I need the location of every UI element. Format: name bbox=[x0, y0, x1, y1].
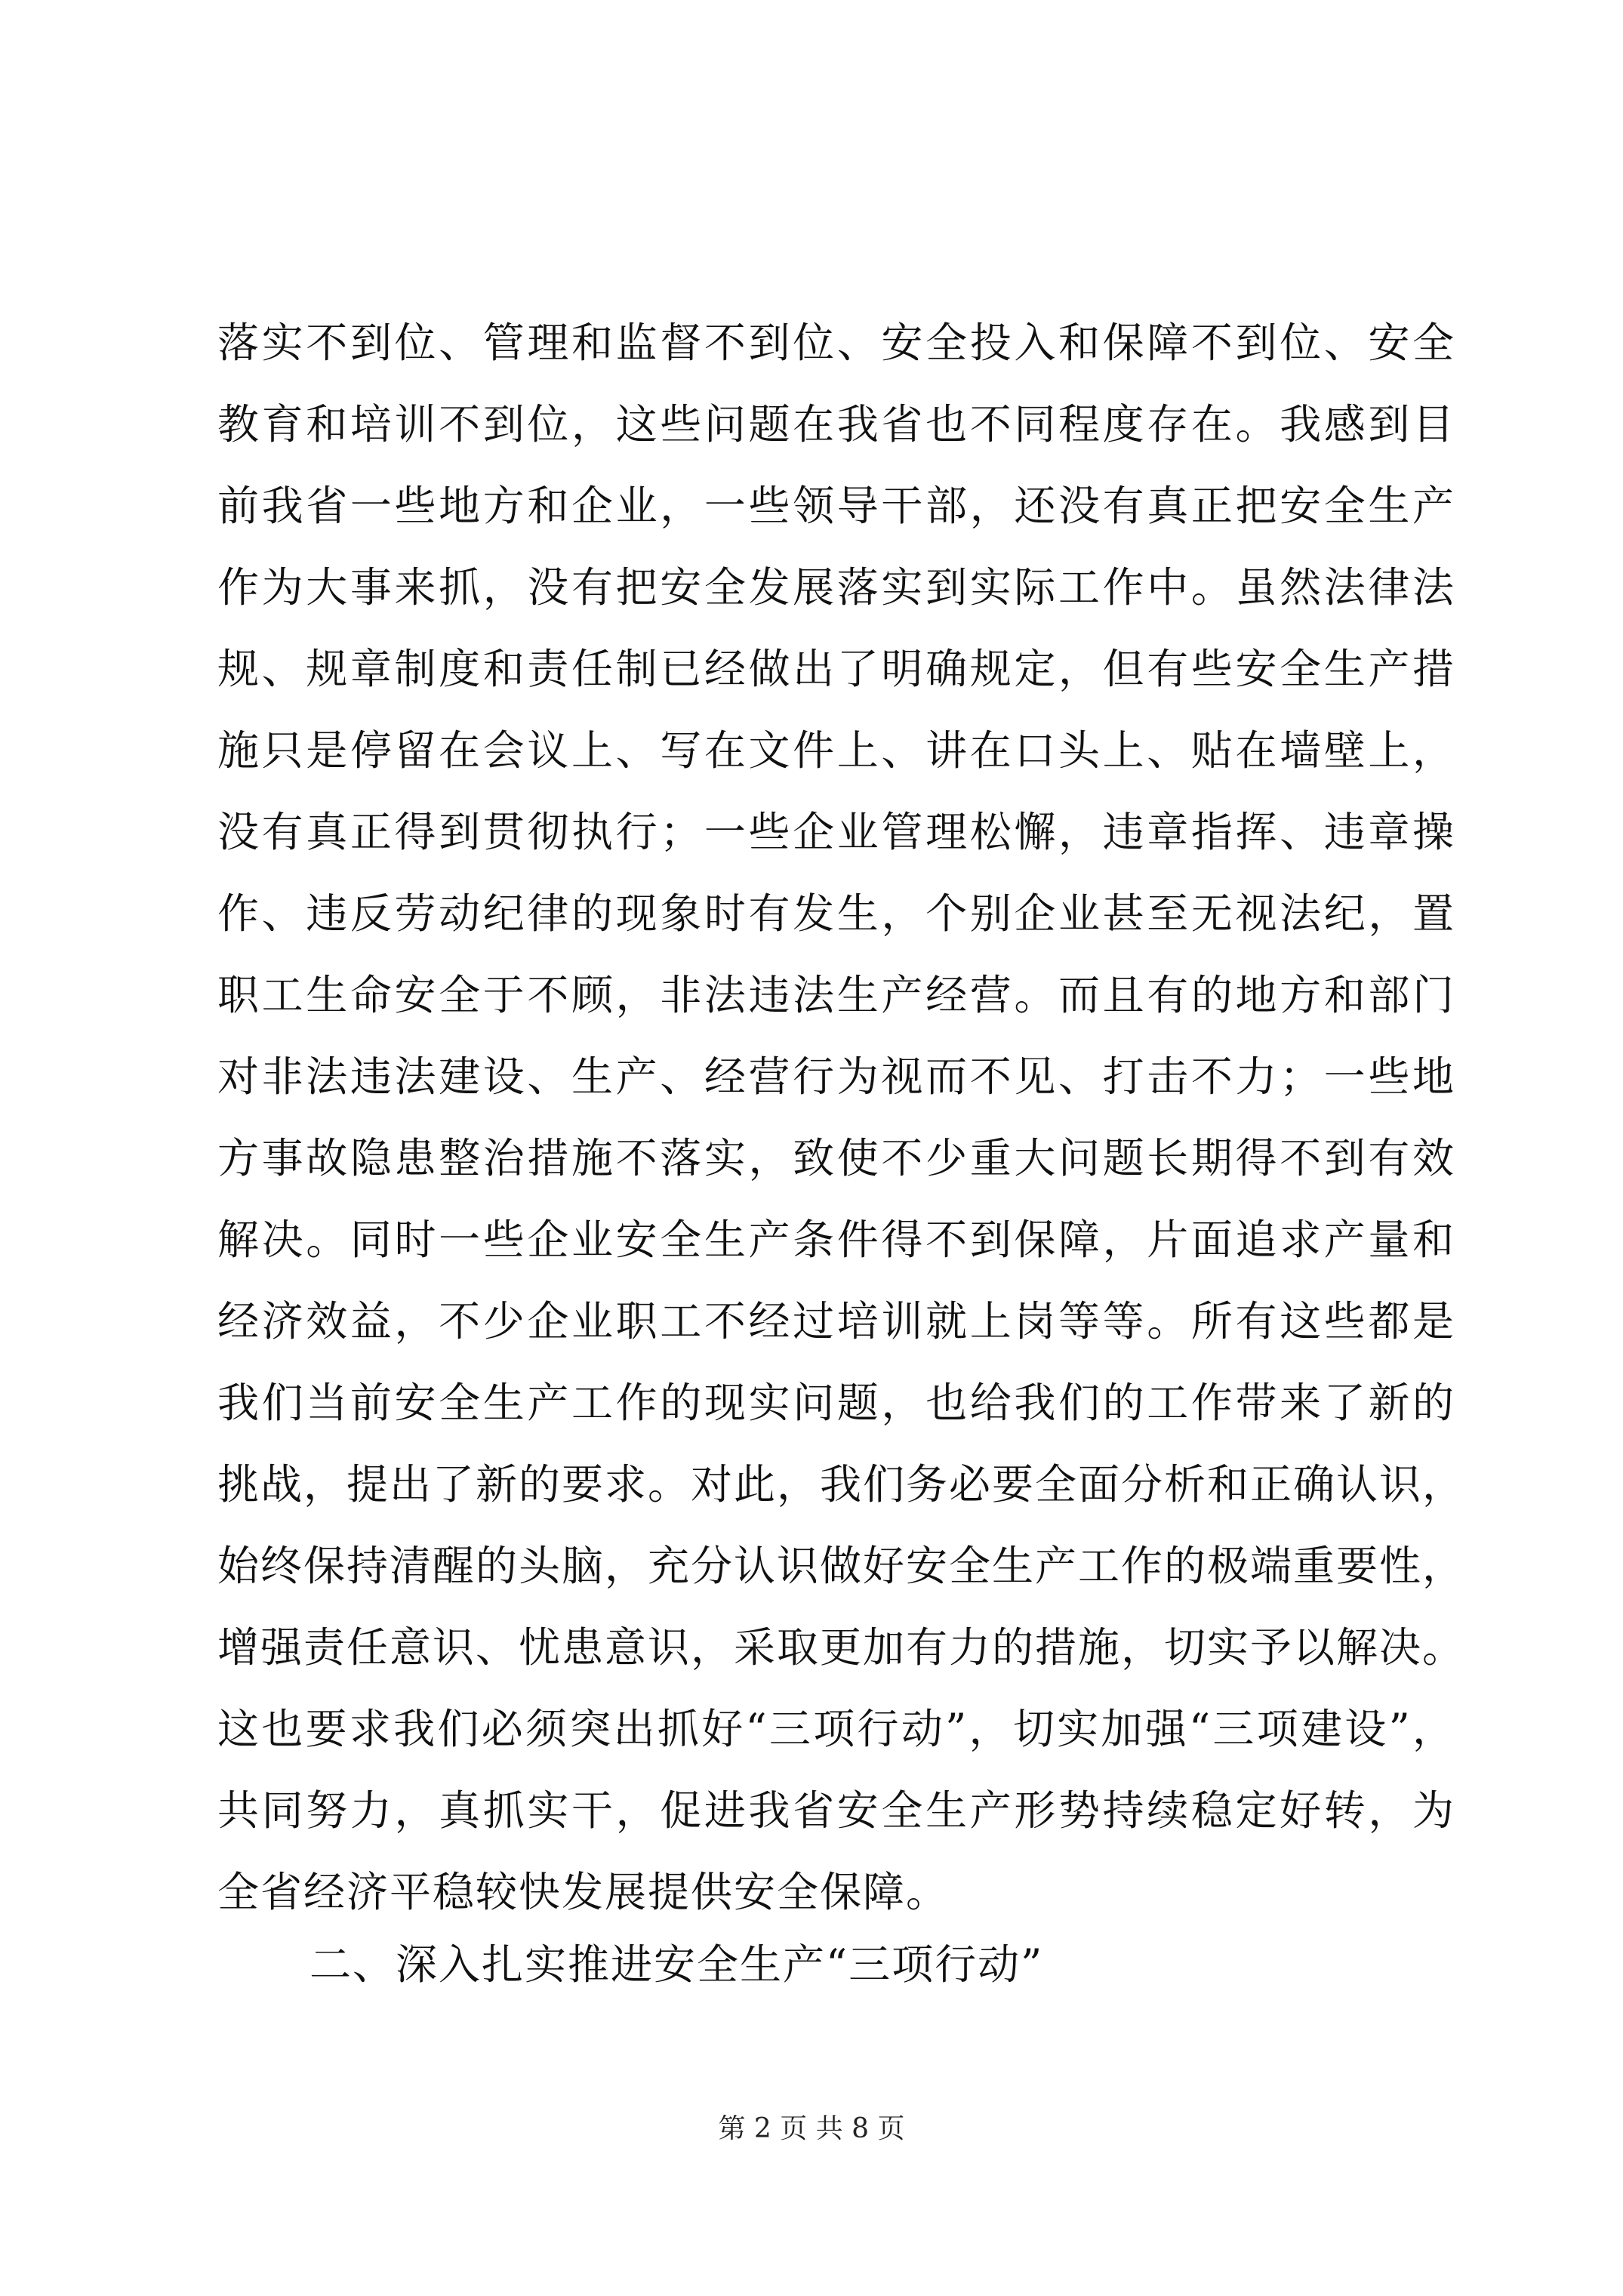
paragraph-line: 规、规章制度和责任制已经做出了明确规定，但有些安全生产措 bbox=[217, 645, 1455, 693]
paragraph-line: 职工生命安全于不顾，非法违法生产经营。而且有的地方和部门 bbox=[217, 971, 1455, 1019]
paragraph-line: 作、违反劳动纪律的现象时有发生，个别企业甚至无视法纪，置 bbox=[217, 889, 1455, 938]
paragraph-line: 方事故隐患整治措施不落实，致使不少重大问题长期得不到有效 bbox=[217, 1134, 1455, 1182]
paragraph-line: 我们当前安全生产工作的现实问题，也给我们的工作带来了新的 bbox=[217, 1379, 1455, 1427]
paragraph-line: 增强责任意识、忧患意识，采取更加有力的措施，切实予以解决。 bbox=[217, 1623, 1466, 1672]
paragraph-line: 作为大事来抓，没有把安全发展落实到实际工作中。虽然法律法 bbox=[217, 563, 1455, 612]
paragraph-line: 施只是停留在会议上、写在文件上、讲在口头上、贴在墙壁上， bbox=[217, 726, 1455, 775]
paragraph-line: 前我省一些地方和企业，一些领导干部，还没有真正把安全生产 bbox=[217, 482, 1455, 530]
paragraph-line: 教育和培训不到位，这些问题在我省也不同程度存在。我感到目 bbox=[217, 400, 1455, 448]
paragraph-line: 共同努力，真抓实干，促进我省安全生产形势持续稳定好转，为 bbox=[217, 1786, 1455, 1835]
paragraph-line: 落实不到位、管理和监督不到位、安全投入和保障不到位、安全 bbox=[217, 319, 1455, 367]
page-footer: 第 2 页 共 8 页 bbox=[718, 2113, 905, 2144]
paragraph-line: 对非法违法建设、生产、经营行为视而不见、打击不力；一些地 bbox=[217, 1052, 1455, 1101]
paragraph-line: 挑战，提出了新的要求。对此，我们务必要全面分析和正确认识， bbox=[217, 1460, 1466, 1509]
paragraph-line: 经济效益，不少企业职工不经过培训就上岗等等。所有这些都是 bbox=[217, 1297, 1455, 1345]
paragraph-line: 始终保持清醒的头脑，充分认识做好安全生产工作的极端重要性， bbox=[217, 1542, 1466, 1590]
section-heading: 二、深入扎实推进安全生产“三项行动” bbox=[310, 1940, 1044, 1989]
paragraph-line: 解决。同时一些企业安全生产条件得不到保障，片面追求产量和 bbox=[217, 1216, 1455, 1264]
paragraph-line: 这也要求我们必须突出抓好“三项行动”，切实加强“三项建设”， bbox=[217, 1705, 1455, 1753]
paragraph-line: 没有真正得到贯彻执行；一些企业管理松懈，违章指挥、违章操 bbox=[217, 808, 1455, 856]
body-paragraph bbox=[217, 302, 1466, 1933]
paragraph-line: 全省经济平稳较快发展提供安全保障。 bbox=[217, 1868, 950, 1916]
